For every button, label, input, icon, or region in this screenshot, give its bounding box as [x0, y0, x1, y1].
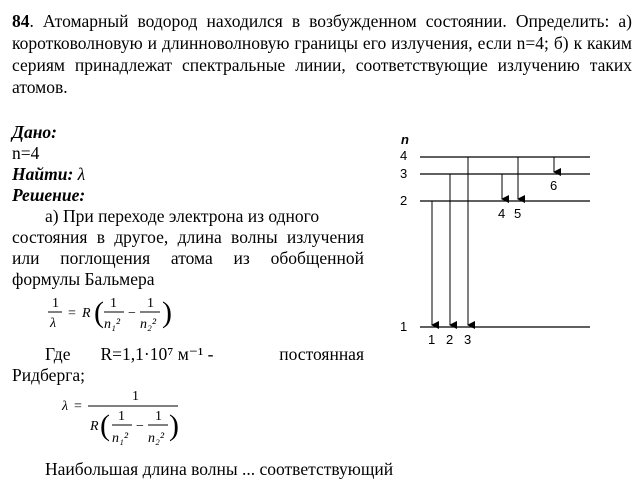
f1-lhs-num: 1	[52, 296, 59, 311]
solution-line-4: формулы Бальмера	[12, 269, 155, 289]
level-label-4: 4	[400, 148, 408, 163]
axis-label-n: n	[401, 132, 409, 147]
f2-t1-den: n₁²	[112, 431, 129, 446]
level-label-1: 1	[400, 319, 408, 334]
level-label-3: 3	[400, 166, 408, 181]
solution-label: Решение:	[12, 185, 86, 205]
svg-text:): )	[162, 296, 172, 329]
solution-line-1: а) При переходе электрона из одного	[45, 206, 320, 226]
transition-label-2: 2	[446, 332, 454, 347]
problem-statement	[12, 10, 632, 98]
transition-label-4: 4	[498, 206, 506, 221]
problem-number: 84	[12, 11, 30, 31]
find-label: Найти:	[12, 164, 74, 184]
where-row	[12, 344, 364, 365]
solution-line-3: или поглощения атома из обобщенной	[12, 248, 364, 268]
f1-t2-den: n₂²	[140, 317, 157, 332]
f2-num: 1	[132, 389, 139, 404]
f1-eq: =	[68, 306, 76, 321]
find-row	[12, 164, 364, 185]
transition-label-1: 1	[428, 332, 436, 347]
rydberg-word: Ридберга;	[12, 365, 85, 385]
f1-t2-num: 1	[147, 296, 154, 311]
balmer-formula	[46, 292, 206, 338]
svg-text:(: (	[100, 409, 110, 442]
where-desc: постоянная	[279, 344, 364, 364]
svg-text:(: (	[94, 296, 104, 329]
f2-t1-num: 1	[118, 409, 125, 424]
given-label: Дано:	[12, 122, 57, 142]
f1-t1-den: n₁²	[104, 317, 121, 332]
f2-t2-num: 1	[155, 409, 162, 424]
f2-eq: =	[74, 399, 82, 414]
svg-text:): )	[169, 409, 179, 442]
cut-off-line: Наибольшая длина волны ... соответствующий	[45, 459, 394, 479]
problem-text: . Атомарный водород находился в возбужденном состоянии. Определить: а) коротковолновую и длинноволновую границы его излучения, если n=4; б) к каким сериям принадлежат спектральные линии, соответствующие излучению таких атомов.	[12, 11, 632, 97]
f1-minus: −	[128, 306, 136, 321]
transition-label-5: 5	[514, 206, 522, 221]
transition-label-3: 3	[464, 332, 472, 347]
solution-column	[12, 122, 364, 450]
wavelength-formula	[60, 388, 240, 450]
where-const: R=1,1·10⁷ м⁻¹ -	[100, 344, 214, 364]
given-value: n=4	[12, 143, 40, 163]
f2-minus: −	[136, 419, 144, 434]
energy-level-diagram	[388, 132, 598, 352]
where-word: Где	[45, 344, 71, 364]
transition-label-6: 6	[550, 178, 558, 193]
level-label-2: 2	[400, 193, 408, 208]
f1-t1-num: 1	[110, 296, 117, 311]
f1-lhs-den: λ	[50, 316, 57, 331]
f2-lhs: λ	[62, 399, 69, 414]
f2-R: R	[90, 419, 99, 434]
f2-t2-den: n₂²	[148, 431, 165, 446]
f1-R: R	[82, 306, 91, 321]
solution-line-2: состояния в другое, длина волны излучения	[12, 227, 364, 247]
find-value: λ	[77, 164, 86, 184]
